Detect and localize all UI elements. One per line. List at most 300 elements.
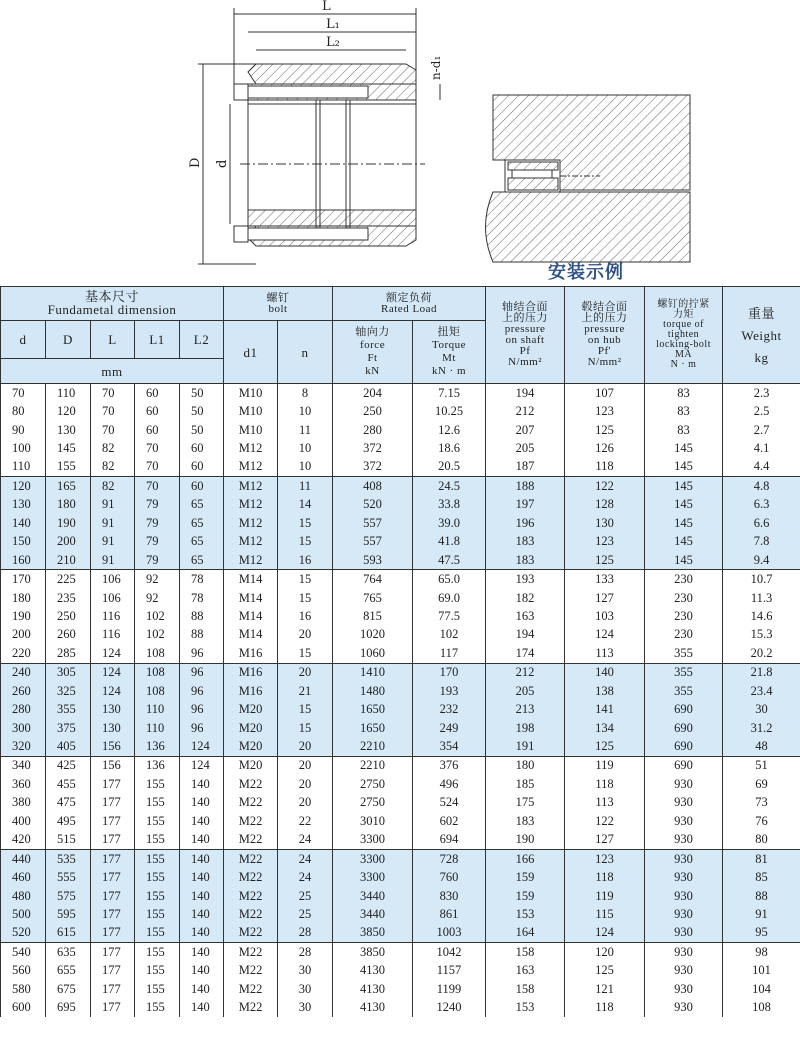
cell-d1: M10	[224, 402, 278, 420]
cell-L1: 70	[135, 439, 180, 457]
cell-tightening-torque: 145	[645, 496, 723, 514]
cell-tightening-torque: 930	[645, 998, 723, 1016]
table-row	[1, 496, 800, 514]
cell-L1: 79	[135, 514, 180, 532]
cell-torque: 170	[413, 663, 486, 682]
cell-L2: 78	[180, 589, 224, 607]
header-text: pressure	[584, 323, 625, 335]
cell-force: 1650	[333, 719, 413, 737]
cell-L1: 60	[135, 384, 180, 403]
cell-pressure-shaft: 158	[486, 943, 565, 962]
header-D: D	[46, 321, 91, 359]
cell-L: 70	[91, 402, 135, 420]
cell-n: 10	[278, 458, 333, 477]
cell-d1: M12	[224, 533, 278, 551]
cell-d1: M10	[224, 421, 278, 439]
cell-pressure-shaft: 207	[486, 421, 565, 439]
cell-L1: 79	[135, 533, 180, 551]
cell-tightening-torque: 355	[645, 644, 723, 663]
cell-weight: 98	[723, 943, 800, 962]
cell-torque: 39.0	[413, 514, 486, 532]
cell-d: 600	[1, 998, 46, 1016]
cell-pressure-hub: 118	[565, 775, 645, 793]
cell-torque: 830	[413, 887, 486, 905]
cell-d: 440	[1, 849, 46, 868]
cell-tightening-torque: 930	[645, 868, 723, 886]
table-row	[1, 607, 800, 625]
cell-pressure-shaft: 182	[486, 589, 565, 607]
cell-pressure-shaft: 183	[486, 533, 565, 551]
table-row	[1, 682, 800, 700]
cell-L2: 88	[180, 607, 224, 625]
table-row	[1, 551, 800, 570]
cell-pressure-hub: 115	[565, 905, 645, 923]
header-text: on shaft	[505, 334, 545, 346]
cell-weight: 2.7	[723, 421, 800, 439]
cell-d: 90	[1, 421, 46, 439]
cell-d1: M22	[224, 775, 278, 793]
cell-weight: 9.4	[723, 551, 800, 570]
header-weight	[723, 287, 800, 384]
cell-force: 408	[333, 477, 413, 496]
header-text: tighten	[667, 329, 700, 340]
cell-pressure-hub: 128	[565, 496, 645, 514]
cell-D: 555	[46, 868, 91, 886]
header-text: 基本尺寸	[85, 288, 140, 304]
header-text: Mt	[442, 352, 456, 364]
cell-n: 15	[278, 533, 333, 551]
spec-table	[0, 286, 800, 1017]
cell-L2: 140	[180, 775, 224, 793]
cell-pressure-hub: 125	[565, 551, 645, 570]
label-L: L	[322, 0, 331, 14]
header-pressure-hub	[565, 287, 645, 384]
cell-weight: 4.1	[723, 439, 800, 457]
cell-torque: 117	[413, 644, 486, 663]
header-text: Torque	[432, 339, 467, 351]
cell-d: 520	[1, 924, 46, 943]
cell-force: 1020	[333, 626, 413, 644]
cell-tightening-torque: 930	[645, 794, 723, 812]
cell-torque: 47.5	[413, 551, 486, 570]
cell-pressure-hub: 122	[565, 477, 645, 496]
cell-force: 557	[333, 514, 413, 532]
cell-L1: 110	[135, 719, 180, 737]
cell-L1: 79	[135, 496, 180, 514]
header-text: force	[359, 339, 386, 351]
cell-pressure-shaft: 185	[486, 775, 565, 793]
cell-torque: 69.0	[413, 589, 486, 607]
header-text: torque of	[663, 319, 704, 330]
cell-L: 130	[91, 719, 135, 737]
cell-n: 20	[278, 663, 333, 682]
cell-D: 515	[46, 831, 91, 850]
cell-n: 20	[278, 737, 333, 756]
cell-L: 116	[91, 607, 135, 625]
cell-d1: M10	[224, 384, 278, 403]
cell-d: 180	[1, 589, 46, 607]
cell-d1: M22	[224, 887, 278, 905]
cell-torque: 12.6	[413, 421, 486, 439]
cell-d1: M12	[224, 439, 278, 457]
cell-pressure-hub: 119	[565, 756, 645, 775]
header-text: MA	[674, 349, 693, 360]
cell-pressure-hub: 118	[565, 998, 645, 1016]
cell-d: 240	[1, 663, 46, 682]
cell-n: 20	[278, 794, 333, 812]
cell-force: 3440	[333, 905, 413, 923]
cell-L1: 155	[135, 868, 180, 886]
cell-n: 28	[278, 943, 333, 962]
cell-weight: 4.4	[723, 458, 800, 477]
table-row	[1, 905, 800, 923]
cell-weight: 51	[723, 756, 800, 775]
cell-pressure-shaft: 194	[486, 626, 565, 644]
header-L2: L2	[180, 321, 224, 359]
cell-force: 765	[333, 589, 413, 607]
cell-pressure-hub: 126	[565, 439, 645, 457]
cell-torque: 1240	[413, 998, 486, 1016]
cell-D: 575	[46, 887, 91, 905]
cell-n: 10	[278, 439, 333, 457]
cell-weight: 73	[723, 794, 800, 812]
cell-tightening-torque: 355	[645, 663, 723, 682]
cell-D: 155	[46, 458, 91, 477]
cell-pressure-shaft: 212	[486, 402, 565, 420]
cell-L1: 70	[135, 477, 180, 496]
cell-pressure-shaft: 180	[486, 756, 565, 775]
cell-force: 3440	[333, 887, 413, 905]
cell-L: 177	[91, 962, 135, 980]
cell-L2: 140	[180, 980, 224, 998]
cell-d: 110	[1, 458, 46, 477]
cell-pressure-hub: 130	[565, 514, 645, 532]
cell-L2: 65	[180, 551, 224, 570]
cell-tightening-torque: 690	[645, 719, 723, 737]
cell-force: 2750	[333, 794, 413, 812]
cell-d1: M20	[224, 737, 278, 756]
cell-d: 300	[1, 719, 46, 737]
cell-L2: 88	[180, 626, 224, 644]
cell-force: 3300	[333, 831, 413, 850]
cell-L: 91	[91, 496, 135, 514]
cell-L1: 110	[135, 700, 180, 718]
label-L1: L₁	[326, 17, 340, 32]
installation-example-view	[486, 95, 691, 262]
cell-tightening-torque: 930	[645, 831, 723, 850]
cell-pressure-shaft: 166	[486, 849, 565, 868]
cell-L1: 155	[135, 962, 180, 980]
cell-L2: 140	[180, 924, 224, 943]
header-tightening-torque	[645, 287, 723, 384]
header-text: N/mm²	[508, 356, 542, 368]
cell-torque: 102	[413, 626, 486, 644]
cell-d: 170	[1, 570, 46, 589]
cell-force: 764	[333, 570, 413, 589]
cell-d1: M12	[224, 477, 278, 496]
header-text: Weight	[741, 327, 782, 343]
cell-weight: 23.4	[723, 682, 800, 700]
cell-L2: 140	[180, 887, 224, 905]
header-text: locking-bolt	[656, 339, 711, 350]
cell-torque: 10.25	[413, 402, 486, 420]
cell-torque: 602	[413, 812, 486, 830]
table-row	[1, 831, 800, 850]
cell-D: 495	[46, 812, 91, 830]
header-text: pressure	[504, 323, 546, 335]
cell-weight: 81	[723, 849, 800, 868]
cell-weight: 85	[723, 868, 800, 886]
header-bolt	[224, 287, 333, 321]
cell-L1: 136	[135, 756, 180, 775]
cell-L1: 155	[135, 849, 180, 868]
header-text: 上的压力	[581, 312, 628, 324]
cell-force: 3300	[333, 849, 413, 868]
cell-d: 480	[1, 887, 46, 905]
cell-d: 80	[1, 402, 46, 420]
cell-pressure-hub: 103	[565, 607, 645, 625]
table-row	[1, 756, 800, 775]
header-text: 重量	[748, 305, 776, 321]
cell-pressure-hub: 118	[565, 458, 645, 477]
cell-force: 3850	[333, 943, 413, 962]
cell-L: 156	[91, 756, 135, 775]
cell-L1: 108	[135, 682, 180, 700]
cell-d1: M12	[224, 551, 278, 570]
header-text: 毂结合面	[581, 301, 628, 313]
cell-D: 200	[46, 533, 91, 551]
cell-weight: 6.6	[723, 514, 800, 532]
cell-pressure-shaft: 193	[486, 570, 565, 589]
header-text: bolt	[268, 302, 288, 315]
cell-d1: M22	[224, 924, 278, 943]
header-text: Ft	[367, 352, 378, 364]
table-row	[1, 589, 800, 607]
header-text: Pf	[519, 345, 531, 357]
cell-torque: 249	[413, 719, 486, 737]
cell-D: 455	[46, 775, 91, 793]
header-text: 螺钉	[266, 291, 290, 304]
cell-pressure-shaft: 175	[486, 794, 565, 812]
cell-tightening-torque: 145	[645, 551, 723, 570]
header-mm: mm	[1, 359, 224, 384]
cell-L1: 155	[135, 887, 180, 905]
header-pressure-shaft	[486, 287, 565, 384]
cell-L2: 124	[180, 756, 224, 775]
cell-D: 285	[46, 644, 91, 663]
cell-d1: M22	[224, 812, 278, 830]
cell-pressure-hub: 138	[565, 682, 645, 700]
cell-d: 160	[1, 551, 46, 570]
cell-pressure-shaft: 212	[486, 663, 565, 682]
cell-n: 10	[278, 402, 333, 420]
header-text: N · m	[670, 359, 697, 370]
cell-force: 1650	[333, 700, 413, 718]
section-view	[198, 8, 440, 264]
header-text: 力矩	[673, 309, 695, 320]
cell-D: 675	[46, 980, 91, 998]
cell-L1: 108	[135, 644, 180, 663]
cell-n: 28	[278, 924, 333, 943]
table-row	[1, 737, 800, 756]
cell-torque: 861	[413, 905, 486, 923]
cell-L2: 96	[180, 719, 224, 737]
table-row	[1, 980, 800, 998]
cell-L: 177	[91, 998, 135, 1016]
cell-L2: 140	[180, 905, 224, 923]
cell-pressure-hub: 107	[565, 384, 645, 403]
header-text: Fundametal dimension	[47, 301, 177, 317]
cell-L: 177	[91, 775, 135, 793]
cell-d1: M14	[224, 589, 278, 607]
cell-tightening-torque: 690	[645, 756, 723, 775]
cell-weight: 101	[723, 962, 800, 980]
cell-L: 177	[91, 812, 135, 830]
header-L1: L1	[135, 321, 180, 359]
cell-L1: 155	[135, 831, 180, 850]
cell-D: 325	[46, 682, 91, 700]
cell-L1: 60	[135, 421, 180, 439]
cell-L: 70	[91, 384, 135, 403]
cell-pressure-shaft: 213	[486, 700, 565, 718]
cell-d1: M20	[224, 756, 278, 775]
cell-weight: 108	[723, 998, 800, 1016]
cell-force: 2750	[333, 775, 413, 793]
cell-d: 260	[1, 682, 46, 700]
header-rated-load	[333, 287, 486, 321]
cell-L2: 60	[180, 458, 224, 477]
cell-D: 375	[46, 719, 91, 737]
cell-tightening-torque: 930	[645, 943, 723, 962]
installation-example-caption: 安装示例	[548, 262, 624, 283]
cell-torque: 77.5	[413, 607, 486, 625]
cell-weight: 20.2	[723, 644, 800, 663]
cell-tightening-torque: 145	[645, 477, 723, 496]
cell-pressure-shaft: 163	[486, 962, 565, 980]
cell-D: 235	[46, 589, 91, 607]
cell-D: 355	[46, 700, 91, 718]
cell-D: 145	[46, 439, 91, 457]
cell-D: 635	[46, 943, 91, 962]
cell-L: 177	[91, 980, 135, 998]
cell-n: 16	[278, 607, 333, 625]
cell-L: 177	[91, 924, 135, 943]
cell-weight: 31.2	[723, 719, 800, 737]
cell-D: 130	[46, 421, 91, 439]
cell-d: 460	[1, 868, 46, 886]
cell-D: 695	[46, 998, 91, 1016]
cell-d1: M14	[224, 607, 278, 625]
spec-table-body	[1, 384, 800, 1017]
cell-L1: 60	[135, 402, 180, 420]
cell-n: 8	[278, 384, 333, 403]
table-row	[1, 384, 800, 403]
cell-d: 150	[1, 533, 46, 551]
table-row	[1, 570, 800, 589]
cell-L: 177	[91, 849, 135, 868]
cell-D: 305	[46, 663, 91, 682]
cell-pressure-shaft: 183	[486, 551, 565, 570]
cell-d: 540	[1, 943, 46, 962]
cell-L1: 155	[135, 812, 180, 830]
cell-tightening-torque: 230	[645, 626, 723, 644]
cell-n: 11	[278, 477, 333, 496]
cell-weight: 2.5	[723, 402, 800, 420]
cell-D: 210	[46, 551, 91, 570]
cell-L: 177	[91, 943, 135, 962]
label-d: d	[215, 159, 230, 168]
cell-tightening-torque: 145	[645, 514, 723, 532]
table-row	[1, 402, 800, 420]
cell-force: 4130	[333, 998, 413, 1016]
table-row	[1, 421, 800, 439]
cell-d: 560	[1, 962, 46, 980]
cell-d1: M14	[224, 570, 278, 589]
cell-L: 124	[91, 644, 135, 663]
label-D: D	[188, 157, 203, 168]
cell-L1: 155	[135, 998, 180, 1016]
cell-d: 140	[1, 514, 46, 532]
cell-D: 165	[46, 477, 91, 496]
cell-D: 425	[46, 756, 91, 775]
cell-pressure-shaft: 158	[486, 980, 565, 998]
cell-L2: 96	[180, 663, 224, 682]
cell-pressure-hub: 124	[565, 924, 645, 943]
cell-n: 16	[278, 551, 333, 570]
cell-force: 557	[333, 533, 413, 551]
cell-L2: 96	[180, 700, 224, 718]
cell-pressure-shaft: 183	[486, 812, 565, 830]
header-text: 上的压力	[502, 312, 549, 324]
cell-D: 535	[46, 849, 91, 868]
cell-pressure-hub: 122	[565, 812, 645, 830]
cell-L: 124	[91, 663, 135, 682]
cell-torque: 18.6	[413, 439, 486, 457]
cell-weight: 48	[723, 737, 800, 756]
cell-tightening-torque: 930	[645, 962, 723, 980]
cell-L: 177	[91, 905, 135, 923]
cell-L2: 50	[180, 384, 224, 403]
cell-pressure-hub: 113	[565, 794, 645, 812]
cell-L: 82	[91, 477, 135, 496]
cell-D: 405	[46, 737, 91, 756]
cell-L: 106	[91, 589, 135, 607]
table-row	[1, 644, 800, 663]
cell-L1: 92	[135, 589, 180, 607]
cell-L1: 79	[135, 551, 180, 570]
cell-d1: M22	[224, 849, 278, 868]
table-row	[1, 775, 800, 793]
header-text: Pf'	[597, 345, 612, 357]
cell-L2: 65	[180, 514, 224, 532]
cell-n: 15	[278, 570, 333, 589]
cell-force: 815	[333, 607, 413, 625]
cell-weight: 69	[723, 775, 800, 793]
cell-L: 156	[91, 737, 135, 756]
cell-d: 580	[1, 980, 46, 998]
cell-tightening-torque: 230	[645, 607, 723, 625]
cell-force: 1060	[333, 644, 413, 663]
table-row	[1, 458, 800, 477]
cell-L2: 124	[180, 737, 224, 756]
cell-L2: 60	[180, 439, 224, 457]
cell-weight: 15.3	[723, 626, 800, 644]
table-row	[1, 887, 800, 905]
cell-L2: 140	[180, 962, 224, 980]
cell-pressure-hub: 124	[565, 626, 645, 644]
cell-L2: 65	[180, 496, 224, 514]
table-row	[1, 924, 800, 943]
